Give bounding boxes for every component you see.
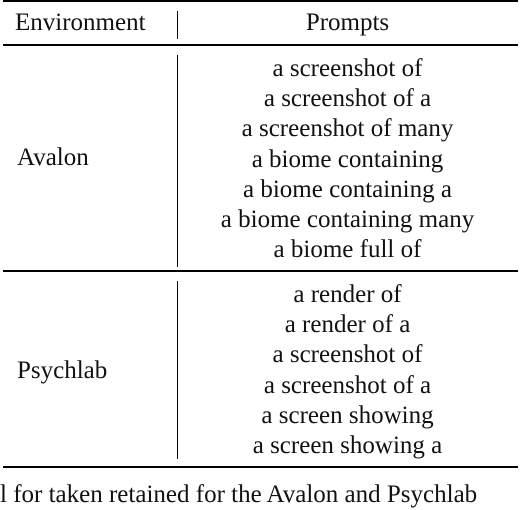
header-bottom-rule <box>3 44 518 46</box>
prompt-list-avalon <box>177 54 518 265</box>
prompt-item: a screenshot of <box>272 55 423 82</box>
prompt-item: a render of a <box>284 311 411 339</box>
prompt-item: a biome containing many <box>220 205 475 233</box>
prompt-item: a biome containing a <box>243 175 452 203</box>
prompt-item: a screen showing a <box>252 431 443 459</box>
environment-label-psychlab: Psychlab <box>17 357 108 384</box>
prompt-item: a screenshot of a <box>263 371 432 399</box>
table-top-rule <box>3 0 518 2</box>
row-separator-rule <box>3 270 518 272</box>
prompt-item: a screenshot of <box>272 341 423 369</box>
prompt-item: a render of <box>293 281 402 308</box>
table-bottom-rule <box>3 466 518 468</box>
header-prompts: Prompts <box>305 9 390 36</box>
prompt-item: a biome containing <box>251 145 444 173</box>
prompt-list-psychlab <box>177 280 518 461</box>
caption-fragment: l for taken retained for the Avalon and Psychlab <box>0 481 478 508</box>
header-environment: Environment <box>15 9 146 36</box>
prompt-item: a screenshot of many <box>241 115 454 143</box>
environment-label-avalon: Avalon <box>17 144 89 171</box>
prompt-item: a screen showing <box>261 401 434 429</box>
prompt-item: a screenshot of a <box>263 85 432 113</box>
prompt-item: a biome full of <box>273 236 422 264</box>
